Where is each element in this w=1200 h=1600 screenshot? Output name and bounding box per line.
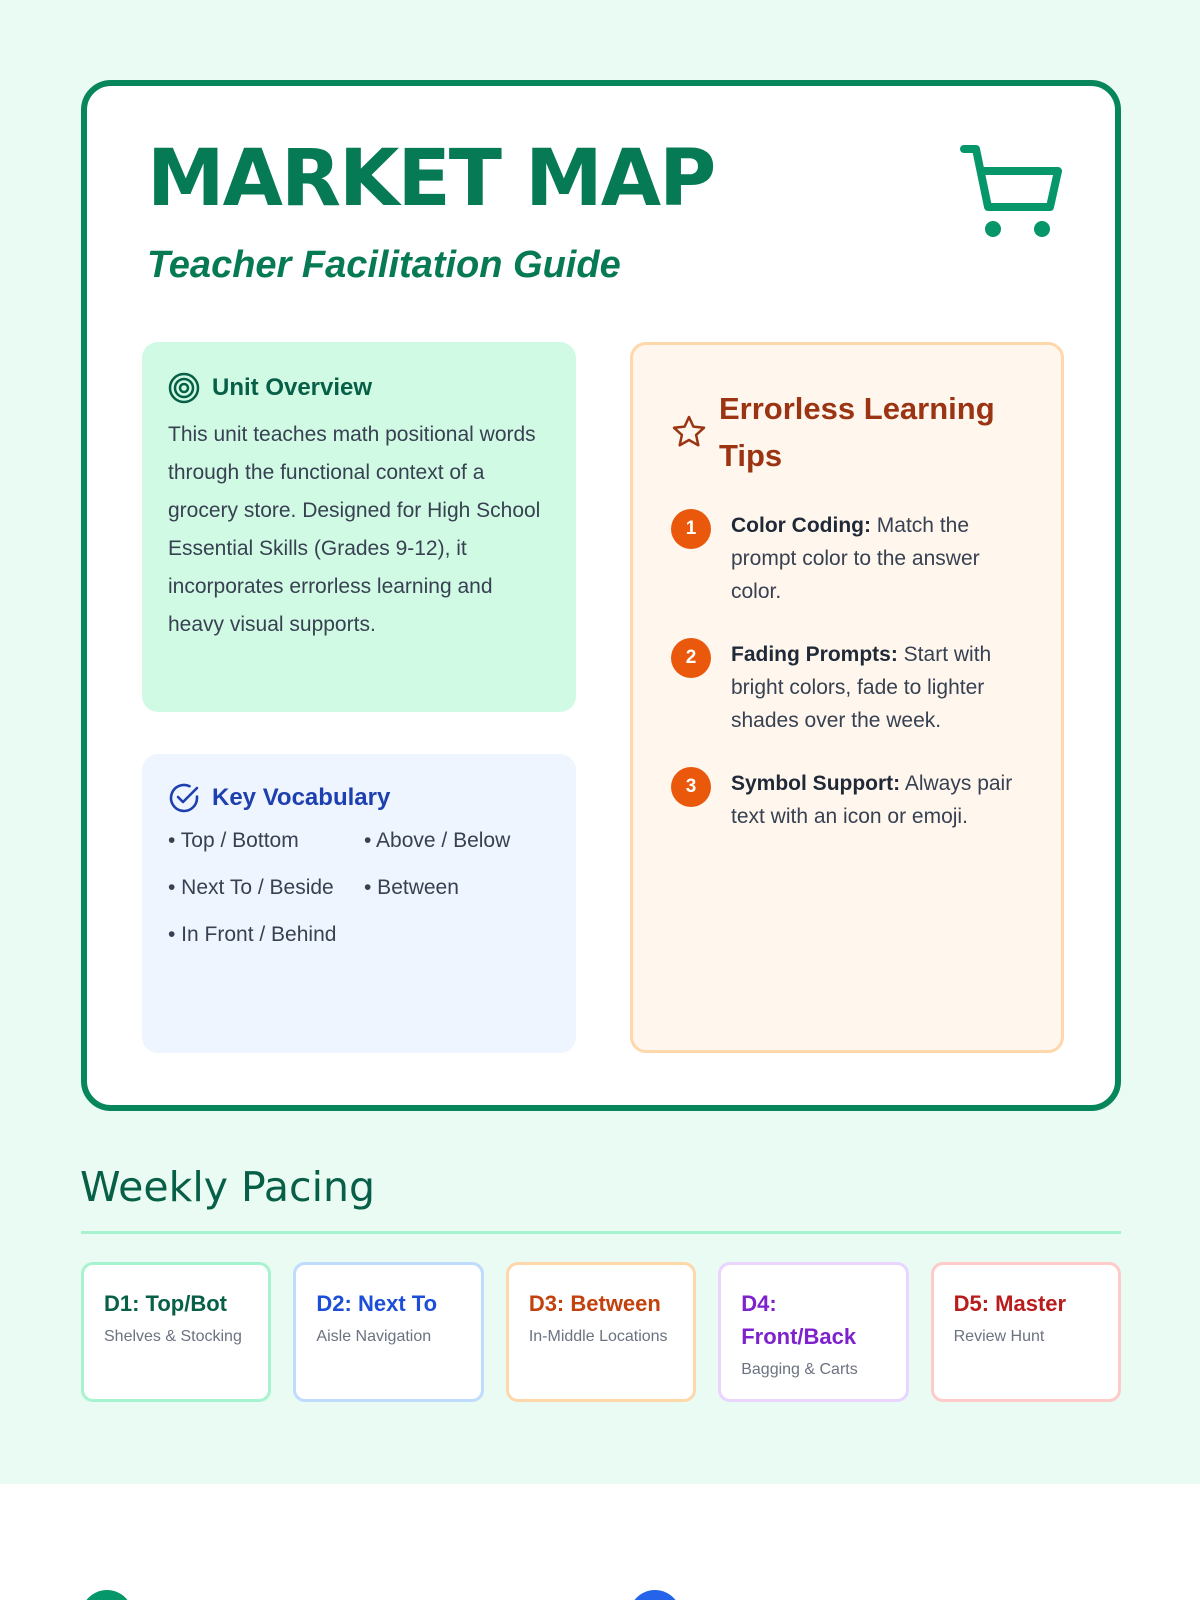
tip-number-badge: 2 [671,638,711,678]
section-marker-dot [629,1590,681,1600]
day-card-1 [81,1262,271,1402]
day-title: D5: Master [953,1291,1067,1316]
tip-title: Color Coding: [731,514,871,537]
shopping-cart-icon [960,141,1064,245]
errorless-tips-heading: Errorless Learning Tips [719,391,995,473]
tip-text [731,767,1023,833]
check-circle-icon [168,782,200,814]
weekly-pacing-heading: Weekly Pacing [80,1163,375,1211]
unit-overview-heading: Unit Overview [212,374,373,401]
day-subtitle: In-Middle Locations [528,1328,668,1345]
star-icon [671,414,707,450]
key-vocabulary-box [142,754,576,1053]
day-card-2 [293,1262,483,1402]
vocab-item: • Between [364,876,459,899]
day-title: D3: Between [528,1291,661,1316]
section-divider [81,1231,1121,1234]
section-marker-dot [81,1590,133,1600]
vocab-item: • In Front / Behind [168,923,337,946]
key-vocabulary-heading: Key Vocabulary [212,784,391,811]
vocab-item: • Above / Below [364,829,511,852]
tip-text [731,638,1023,737]
page-subtitle: Teacher Facilitation Guide [147,244,621,286]
day-title: D2: Next To [316,1291,438,1316]
day-card-5 [931,1262,1121,1402]
vocab-item: • Next To / Beside [168,876,334,899]
tip-item [671,638,1023,737]
day-card-4 [718,1262,908,1402]
unit-overview-box [142,342,576,712]
tip-number-badge: 1 [671,509,711,549]
day-subtitle: Aisle Navigation [316,1328,432,1345]
day-subtitle: Review Hunt [953,1328,1045,1345]
errorless-tips-box [630,342,1064,1053]
tip-title: Fading Prompts: [731,643,898,666]
weekly-pacing-row [81,1262,1121,1402]
day-subtitle: Shelves & Stocking [104,1328,242,1345]
day-card-3 [506,1262,696,1402]
day-title: D4: Front/Back [741,1291,857,1349]
tip-body: Start with bright colors, fade to lighter shades over the week. [731,643,992,732]
target-icon [168,372,200,404]
page-title: MARKET MAP [147,134,715,224]
tip-body: Match the prompt color to the answer color. [731,514,980,603]
tip-title: Symbol Support: [731,772,901,795]
tip-body: Always pair text with an icon or emoji. [731,772,1013,828]
guide-card [81,80,1121,1111]
vocab-item: • Top / Bottom [168,829,299,852]
tip-item [671,767,1023,833]
unit-overview-text: This unit teaches math positional words through the functional context of a grocery store. Designed for High School Essential Skills (Grades 9-12), it incorporates errorless learning and heavy visual supports. [168,423,541,636]
tip-item [671,509,1023,608]
tip-text [731,509,1023,608]
day-title: D1: Top/Bot [104,1291,228,1316]
tip-number-badge: 3 [671,767,711,807]
day-subtitle: Bagging & Carts [741,1361,858,1378]
